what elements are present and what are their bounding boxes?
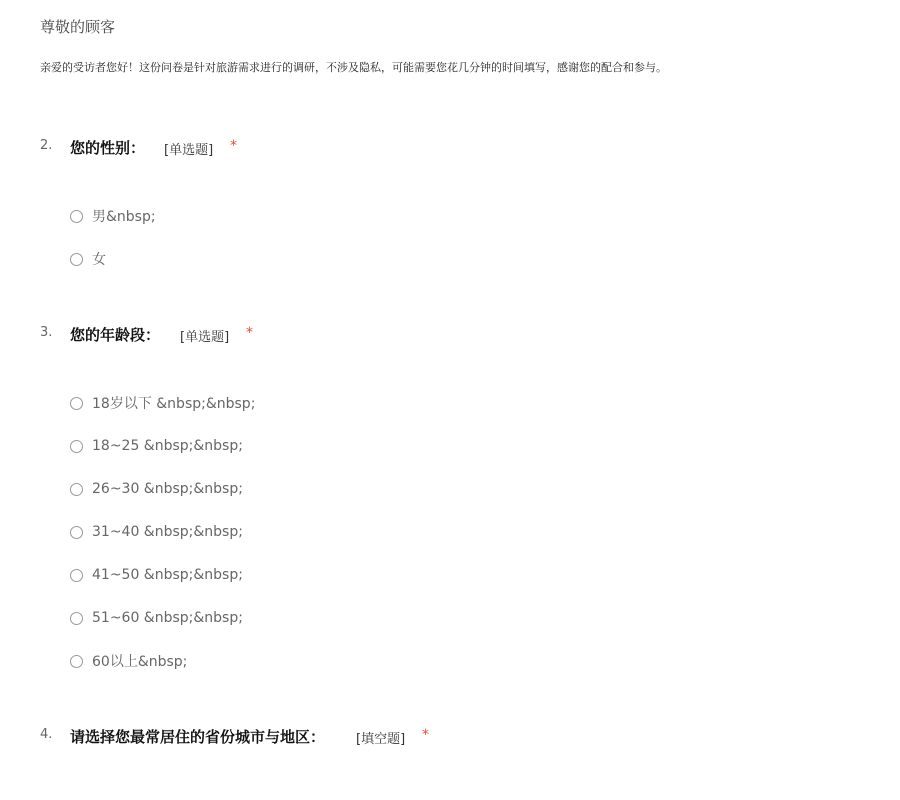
radio-button[interactable] (70, 210, 83, 223)
option-label: 18~25 &nbsp;&nbsp; (92, 438, 243, 454)
radio-button[interactable] (70, 569, 83, 582)
option-over-60[interactable] (70, 651, 187, 671)
survey-intro-text: 亲爱的受访者您好！这份问卷是针对旅游需求进行的调研，不涉及隐私，可能需要您花几分钟的时间填写，感谢您的配合和参与。 (40, 61, 667, 74)
option-18-25[interactable] (70, 436, 243, 456)
option-31-40[interactable] (70, 522, 243, 542)
question-type-label: [单选题] (180, 330, 230, 345)
question-title: 您的年龄段： (70, 326, 161, 344)
option-label: 女 (92, 252, 106, 268)
question-title: 您的性别： (70, 139, 146, 157)
radio-button[interactable] (70, 655, 83, 668)
option-male[interactable] (70, 206, 156, 226)
option-label: 男&nbsp; (92, 209, 156, 225)
survey-header-title: 尊敬的顾客 (40, 18, 116, 36)
radio-button[interactable] (70, 253, 83, 266)
radio-button[interactable] (70, 612, 83, 625)
required-mark: * (246, 325, 253, 341)
question-number: 3. (40, 325, 53, 340)
required-mark: * (230, 138, 237, 154)
required-mark: * (422, 727, 429, 743)
question-type-label: [单选题] (164, 143, 214, 158)
radio-button[interactable] (70, 440, 83, 453)
radio-button[interactable] (70, 526, 83, 539)
option-41-50[interactable] (70, 565, 243, 585)
option-label: 60以上&nbsp; (92, 654, 188, 670)
question-number: 4. (40, 727, 53, 742)
option-female[interactable] (70, 249, 106, 269)
option-label: 26~30 &nbsp;&nbsp; (92, 481, 243, 497)
option-label: 41~50 &nbsp;&nbsp; (92, 567, 243, 583)
option-label: 51~60 &nbsp;&nbsp; (92, 610, 243, 626)
radio-button[interactable] (70, 483, 83, 496)
option-label: 31~40 &nbsp;&nbsp; (92, 524, 243, 540)
option-label: 18岁以下 &nbsp;&nbsp; (92, 396, 256, 412)
option-51-60[interactable] (70, 608, 243, 628)
question-number: 2. (40, 138, 53, 153)
option-under-18[interactable] (70, 393, 255, 413)
question-type-label: [填空题] (356, 732, 406, 747)
question-title: 请选择您最常居住的省份城市与地区： (70, 728, 326, 746)
radio-button[interactable] (70, 397, 83, 410)
option-26-30[interactable] (70, 479, 243, 499)
